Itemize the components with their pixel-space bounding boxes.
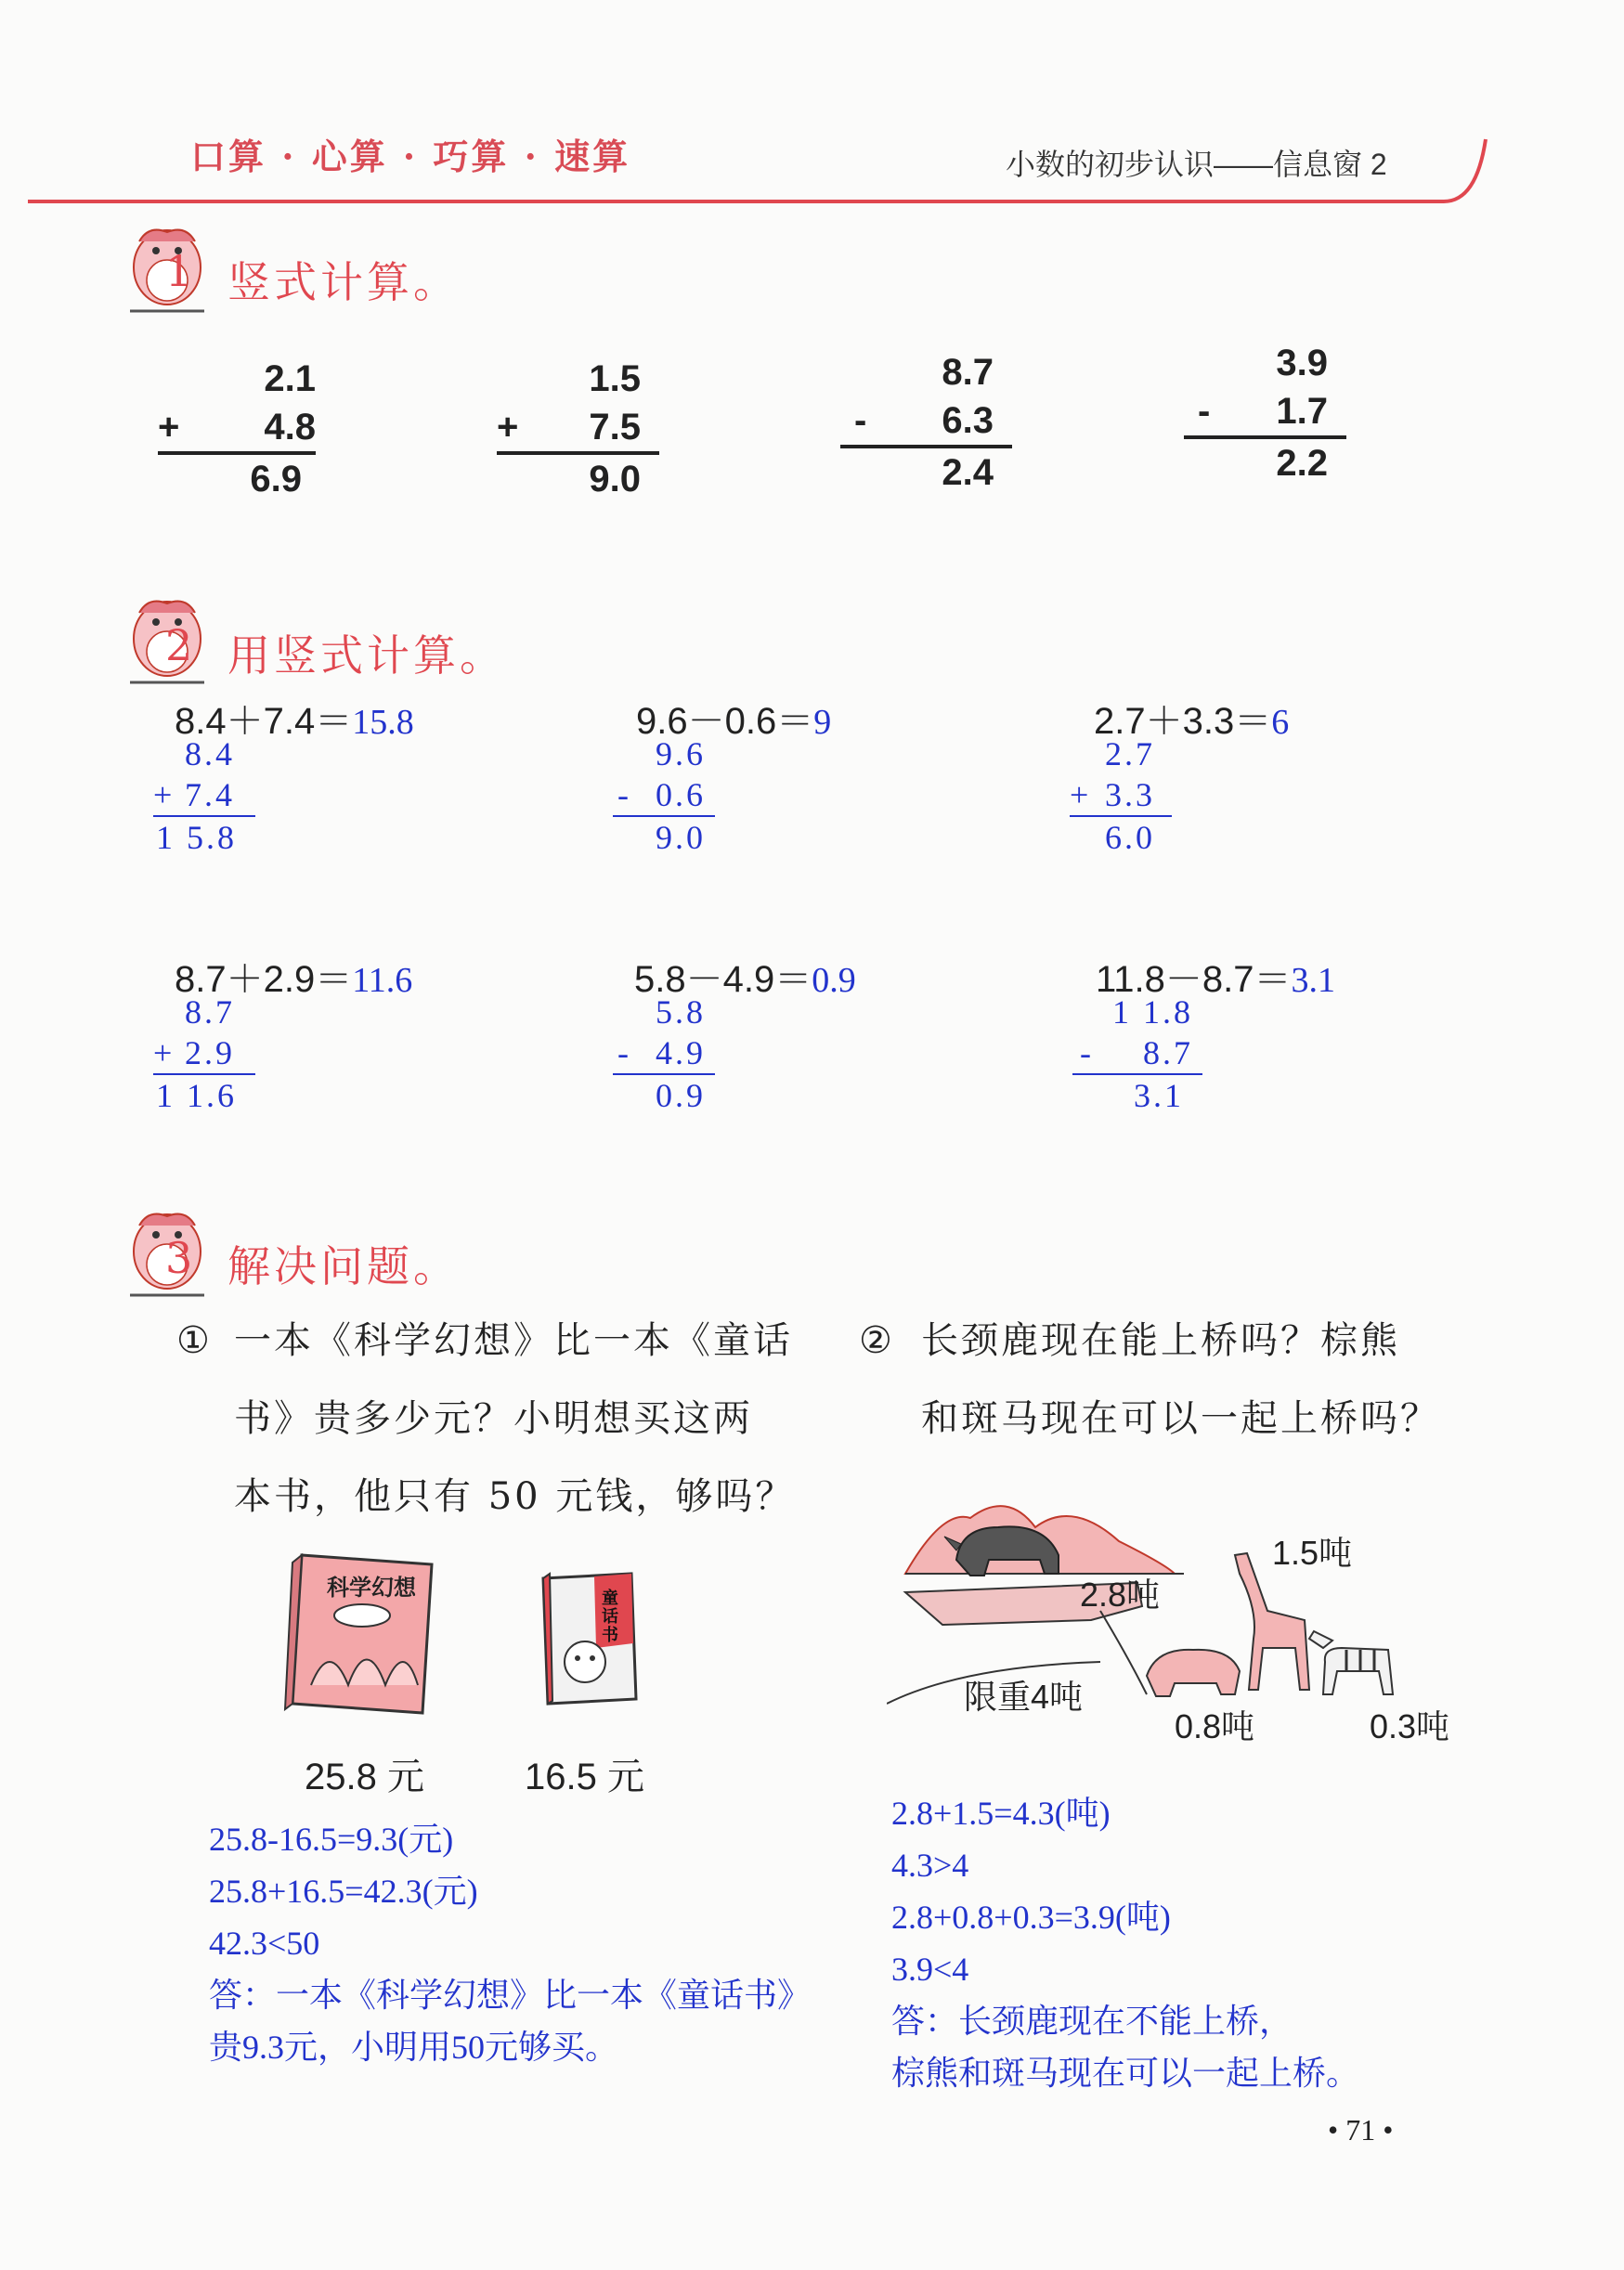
question1-text: 一本《科学幻想》比一本《童话 书》贵多少元？小明想买这两 本书，他只有 50 元钱，够吗？ xyxy=(234,1319,796,1518)
question2-answer: 2.8+1.5=4.3(吨) 4.3>4 2.8+0.8+0.3=3.9(吨) 3.9<4 答：长颈鹿现在不能上桥， 棕熊和斑马现在可以一起上桥。 xyxy=(891,1795,1360,2092)
book1-price: 25.8 元 xyxy=(305,1757,424,1797)
question1-marker: ① xyxy=(176,1319,213,1362)
header-left-title: 口算 · 心算 · 巧算 · 速算 xyxy=(190,136,631,177)
equation-4: 8.7＋2.9＝11.6 xyxy=(175,959,413,1000)
handwritten-calc-2: 9.6 - 0.6 9.0 xyxy=(613,733,715,858)
rhino-weight-label: 2.8吨 xyxy=(1080,1576,1161,1614)
section1-title: 竖式计算。 xyxy=(227,257,460,307)
section2-title: 用竖式计算。 xyxy=(227,630,506,681)
handwritten-calc-1: 8.4 + 7.4 1 5.8 xyxy=(153,733,255,858)
giraffe-weight-label: 1.5吨 xyxy=(1272,1534,1353,1572)
equation-5: 5.8－4.9＝0.9 xyxy=(634,959,856,1000)
page-number: • 71 • xyxy=(1328,2113,1394,2147)
book2-price: 16.5 元 xyxy=(525,1757,644,1797)
equation-2: 9.6－0.6＝9 xyxy=(636,701,832,742)
handwritten-calc-6: 1 1.8 - 8.7 3.1 xyxy=(1072,992,1202,1116)
vertical-calc-3: 8.7 - 6.3 2.4 xyxy=(840,348,1012,497)
equation-1: 8.4＋7.4＝15.8 xyxy=(175,701,414,742)
vertical-calc-2: 1.5 + 7.5 9.0 xyxy=(497,355,659,503)
section2-number: 2 xyxy=(165,620,197,670)
equation-3: 2.7＋3.3＝6 xyxy=(1094,701,1290,742)
handwritten-calc-5: 5.8 - 4.9 0.9 xyxy=(613,992,715,1116)
zebra-weight-label: 0.3吨 xyxy=(1370,1707,1450,1745)
header-right-title: 小数的初步认识——信息窗 2 xyxy=(1006,148,1387,181)
vertical-calc-1: 2.1 + 4.8 6.9 xyxy=(158,358,316,499)
book2-title: 童话书 xyxy=(602,1589,618,1645)
section1-number: 1 xyxy=(165,246,197,296)
question2-text: 长颈鹿现在能上桥吗？棕熊 和斑马现在可以一起上桥吗？ xyxy=(921,1319,1440,1440)
header-curve xyxy=(23,135,1509,209)
question2-marker: ② xyxy=(859,1319,895,1362)
question1-answer: 25.8-16.5=9.3(元) 25.8+16.5=42.3(元) 42.3<50 答：一本《科学幻想》比一本《童话书》 贵9.3元，小明用50元够买。 xyxy=(209,1821,812,2066)
equation-6: 11.8－8.7＝3.1 xyxy=(1096,959,1335,1000)
fairy-tale-book-icon xyxy=(529,1569,650,1708)
bridge-weight-limit-label: 限重4吨 xyxy=(964,1678,1084,1716)
handwritten-calc-3: 2.7 + 3.3 6.0 xyxy=(1070,733,1172,858)
handwritten-calc-4: 8.7 + 2.9 1 1.6 xyxy=(153,992,255,1116)
vertical-calc-4: 3.9 - 1.7 2.2 xyxy=(1184,339,1346,487)
section3-number: 3 xyxy=(165,1233,197,1283)
book1-title: 科学幻想 xyxy=(327,1575,416,1601)
bear-weight-label: 0.8吨 xyxy=(1175,1707,1255,1745)
section3-title: 解决问题。 xyxy=(227,1241,460,1291)
